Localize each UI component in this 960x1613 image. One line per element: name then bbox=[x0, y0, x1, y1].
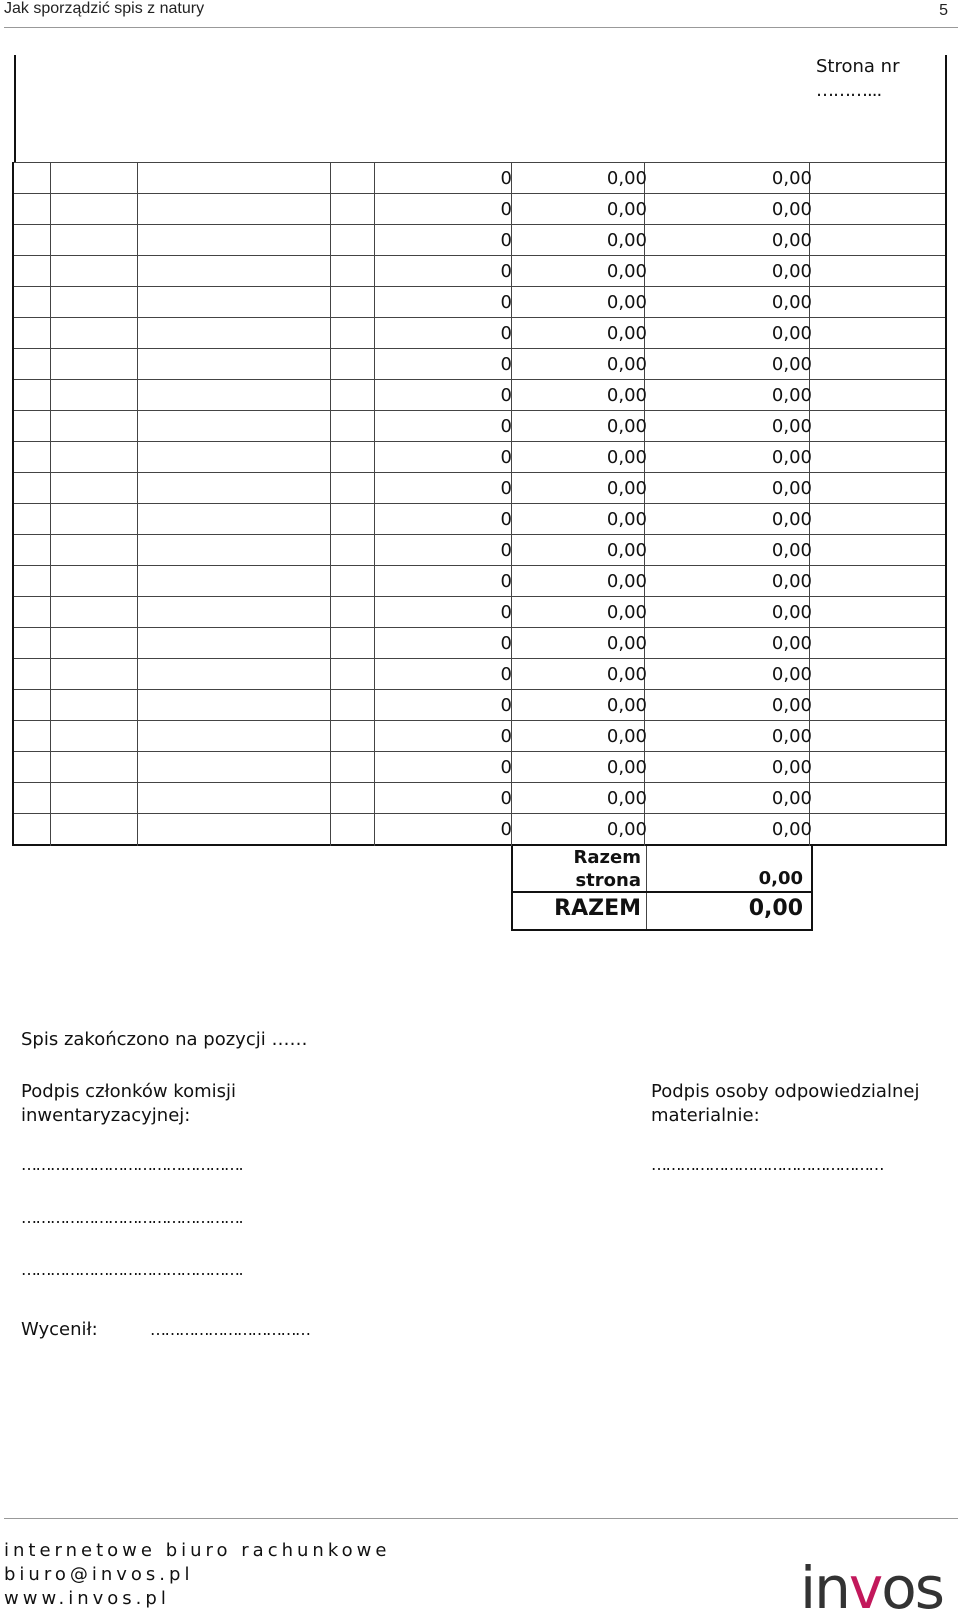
strona-label: Strona nr bbox=[816, 56, 900, 77]
spis-end-text: Spis zakończono na pozycji …… bbox=[21, 1029, 308, 1050]
qty-cell: 0 bbox=[500, 447, 512, 468]
qty-cell: 0 bbox=[500, 633, 512, 654]
page-number: 5 bbox=[939, 2, 948, 19]
qty-cell: 0 bbox=[500, 540, 512, 561]
razem-strona-line2: strona bbox=[575, 870, 641, 891]
odpowiedzialny-line1: Podpis osoby odpowiedzialnej bbox=[651, 1081, 920, 1102]
odpowiedzialny-line2: materialnie: bbox=[651, 1105, 760, 1126]
footer-email[interactable]: biuro@invos.pl bbox=[4, 1564, 194, 1585]
table-row bbox=[12, 193, 947, 224]
footer-website[interactable]: www.invos.pl bbox=[4, 1588, 170, 1609]
table-row bbox=[12, 255, 947, 286]
value-cell: 0,00 bbox=[771, 168, 812, 189]
table-row bbox=[12, 658, 947, 689]
odpowiedzialny-signature-line: ………………………………………… bbox=[651, 1155, 883, 1174]
komisja-signature-line-1: ………………………………………. bbox=[21, 1155, 243, 1174]
value-cell: 0,00 bbox=[771, 664, 812, 685]
value-cell: 0,00 bbox=[771, 261, 812, 282]
value-cell: 0,00 bbox=[771, 819, 812, 840]
qty-cell: 0 bbox=[500, 509, 512, 530]
table-row bbox=[12, 813, 947, 844]
qty-cell: 0 bbox=[500, 602, 512, 623]
summary-divider bbox=[646, 846, 647, 929]
table-row bbox=[12, 348, 947, 379]
table-row bbox=[12, 286, 947, 317]
value-cell: 0,00 bbox=[771, 726, 812, 747]
qty-cell: 0 bbox=[500, 199, 512, 220]
invos-logo bbox=[800, 1548, 960, 1613]
odpowiedzialny-signature-label bbox=[651, 1080, 919, 1128]
value-cell: 0,00 bbox=[771, 788, 812, 809]
table-row bbox=[12, 627, 947, 658]
qty-cell: 0 bbox=[500, 571, 512, 592]
qty-cell: 0 bbox=[500, 695, 512, 716]
price-cell: 0,00 bbox=[606, 168, 647, 189]
qty-cell: 0 bbox=[500, 261, 512, 282]
qty-cell: 0 bbox=[500, 168, 512, 189]
value-cell: 0,00 bbox=[771, 230, 812, 251]
price-cell: 0,00 bbox=[606, 757, 647, 778]
price-cell: 0,00 bbox=[606, 261, 647, 282]
value-cell: 0,00 bbox=[771, 540, 812, 561]
qty-cell: 0 bbox=[500, 230, 512, 251]
value-cell: 0,00 bbox=[771, 478, 812, 499]
qty-cell: 0 bbox=[500, 416, 512, 437]
value-cell: 0,00 bbox=[771, 323, 812, 344]
price-cell: 0,00 bbox=[606, 199, 647, 220]
price-cell: 0,00 bbox=[606, 726, 647, 747]
price-cell: 0,00 bbox=[606, 509, 647, 530]
table-row bbox=[12, 596, 947, 627]
qty-cell: 0 bbox=[500, 726, 512, 747]
price-cell: 0,00 bbox=[606, 602, 647, 623]
wycenil-label: Wycenił: bbox=[21, 1319, 98, 1340]
price-cell: 0,00 bbox=[606, 819, 647, 840]
table-row bbox=[12, 162, 947, 193]
table-row bbox=[12, 689, 947, 720]
value-cell: 0,00 bbox=[771, 602, 812, 623]
value-cell: 0,00 bbox=[771, 509, 812, 530]
footer-divider bbox=[4, 1518, 958, 1519]
razem-strona-label bbox=[553, 846, 641, 892]
table-row bbox=[12, 565, 947, 596]
price-cell: 0,00 bbox=[606, 664, 647, 685]
price-cell: 0,00 bbox=[606, 540, 647, 561]
price-cell: 0,00 bbox=[606, 478, 647, 499]
table-row bbox=[12, 379, 947, 410]
qty-cell: 0 bbox=[500, 385, 512, 406]
qty-cell: 0 bbox=[500, 354, 512, 375]
komisja-signature-label bbox=[21, 1080, 236, 1128]
summary-separator bbox=[513, 891, 811, 893]
value-cell: 0,00 bbox=[771, 416, 812, 437]
price-cell: 0,00 bbox=[606, 788, 647, 809]
razem-strona-value: 0,00 bbox=[758, 868, 803, 889]
table-row bbox=[12, 751, 947, 782]
price-cell: 0,00 bbox=[606, 354, 647, 375]
header-divider bbox=[4, 27, 958, 28]
value-cell: 0,00 bbox=[771, 385, 812, 406]
table-row bbox=[12, 472, 947, 503]
value-cell: 0,00 bbox=[771, 757, 812, 778]
table-row bbox=[12, 317, 947, 348]
qty-cell: 0 bbox=[500, 819, 512, 840]
table-row bbox=[12, 441, 947, 472]
price-cell: 0,00 bbox=[606, 571, 647, 592]
value-cell: 0,00 bbox=[771, 571, 812, 592]
value-cell: 0,00 bbox=[771, 633, 812, 654]
komisja-line1: Podpis członków komisji bbox=[21, 1081, 237, 1102]
qty-cell: 0 bbox=[500, 323, 512, 344]
table-row bbox=[12, 782, 947, 813]
table-row bbox=[12, 224, 947, 255]
strona-dots: ………... bbox=[816, 80, 882, 101]
price-cell: 0,00 bbox=[606, 416, 647, 437]
value-cell: 0,00 bbox=[771, 695, 812, 716]
summary-box bbox=[511, 846, 813, 931]
qty-cell: 0 bbox=[500, 478, 512, 499]
price-cell: 0,00 bbox=[606, 447, 647, 468]
qty-cell: 0 bbox=[500, 292, 512, 313]
table-row bbox=[12, 503, 947, 534]
wycenil-signature-line: …………………………… bbox=[150, 1320, 310, 1339]
invos-logo-wordmark: invos bbox=[800, 1554, 943, 1613]
razem-label: RAZEM bbox=[554, 896, 641, 921]
table-row bbox=[12, 410, 947, 441]
komisja-signature-line-2: ………………………………………. bbox=[21, 1208, 243, 1227]
qty-cell: 0 bbox=[500, 788, 512, 809]
value-cell: 0,00 bbox=[771, 354, 812, 375]
price-cell: 0,00 bbox=[606, 633, 647, 654]
qty-cell: 0 bbox=[500, 664, 512, 685]
price-cell: 0,00 bbox=[606, 385, 647, 406]
table-row bbox=[12, 534, 947, 565]
price-cell: 0,00 bbox=[606, 292, 647, 313]
table-frame-right bbox=[945, 55, 947, 162]
price-cell: 0,00 bbox=[606, 695, 647, 716]
value-cell: 0,00 bbox=[771, 292, 812, 313]
komisja-line2: inwentaryzacyjnej: bbox=[21, 1105, 191, 1126]
razem-value: 0,00 bbox=[748, 896, 803, 921]
table-row bbox=[12, 720, 947, 751]
qty-cell: 0 bbox=[500, 757, 512, 778]
razem-strona-line1: Razem bbox=[573, 847, 641, 868]
header-title: Jak sporządzić spis z natury bbox=[4, 0, 205, 17]
price-cell: 0,00 bbox=[606, 323, 647, 344]
footer-tagline: internetowe biuro rachunkowe bbox=[4, 1540, 391, 1561]
komisja-signature-line-3: ………………………………………. bbox=[21, 1260, 243, 1279]
value-cell: 0,00 bbox=[771, 199, 812, 220]
price-cell: 0,00 bbox=[606, 230, 647, 251]
inventory-table bbox=[12, 162, 947, 846]
table-frame-left bbox=[14, 55, 16, 162]
value-cell: 0,00 bbox=[771, 447, 812, 468]
